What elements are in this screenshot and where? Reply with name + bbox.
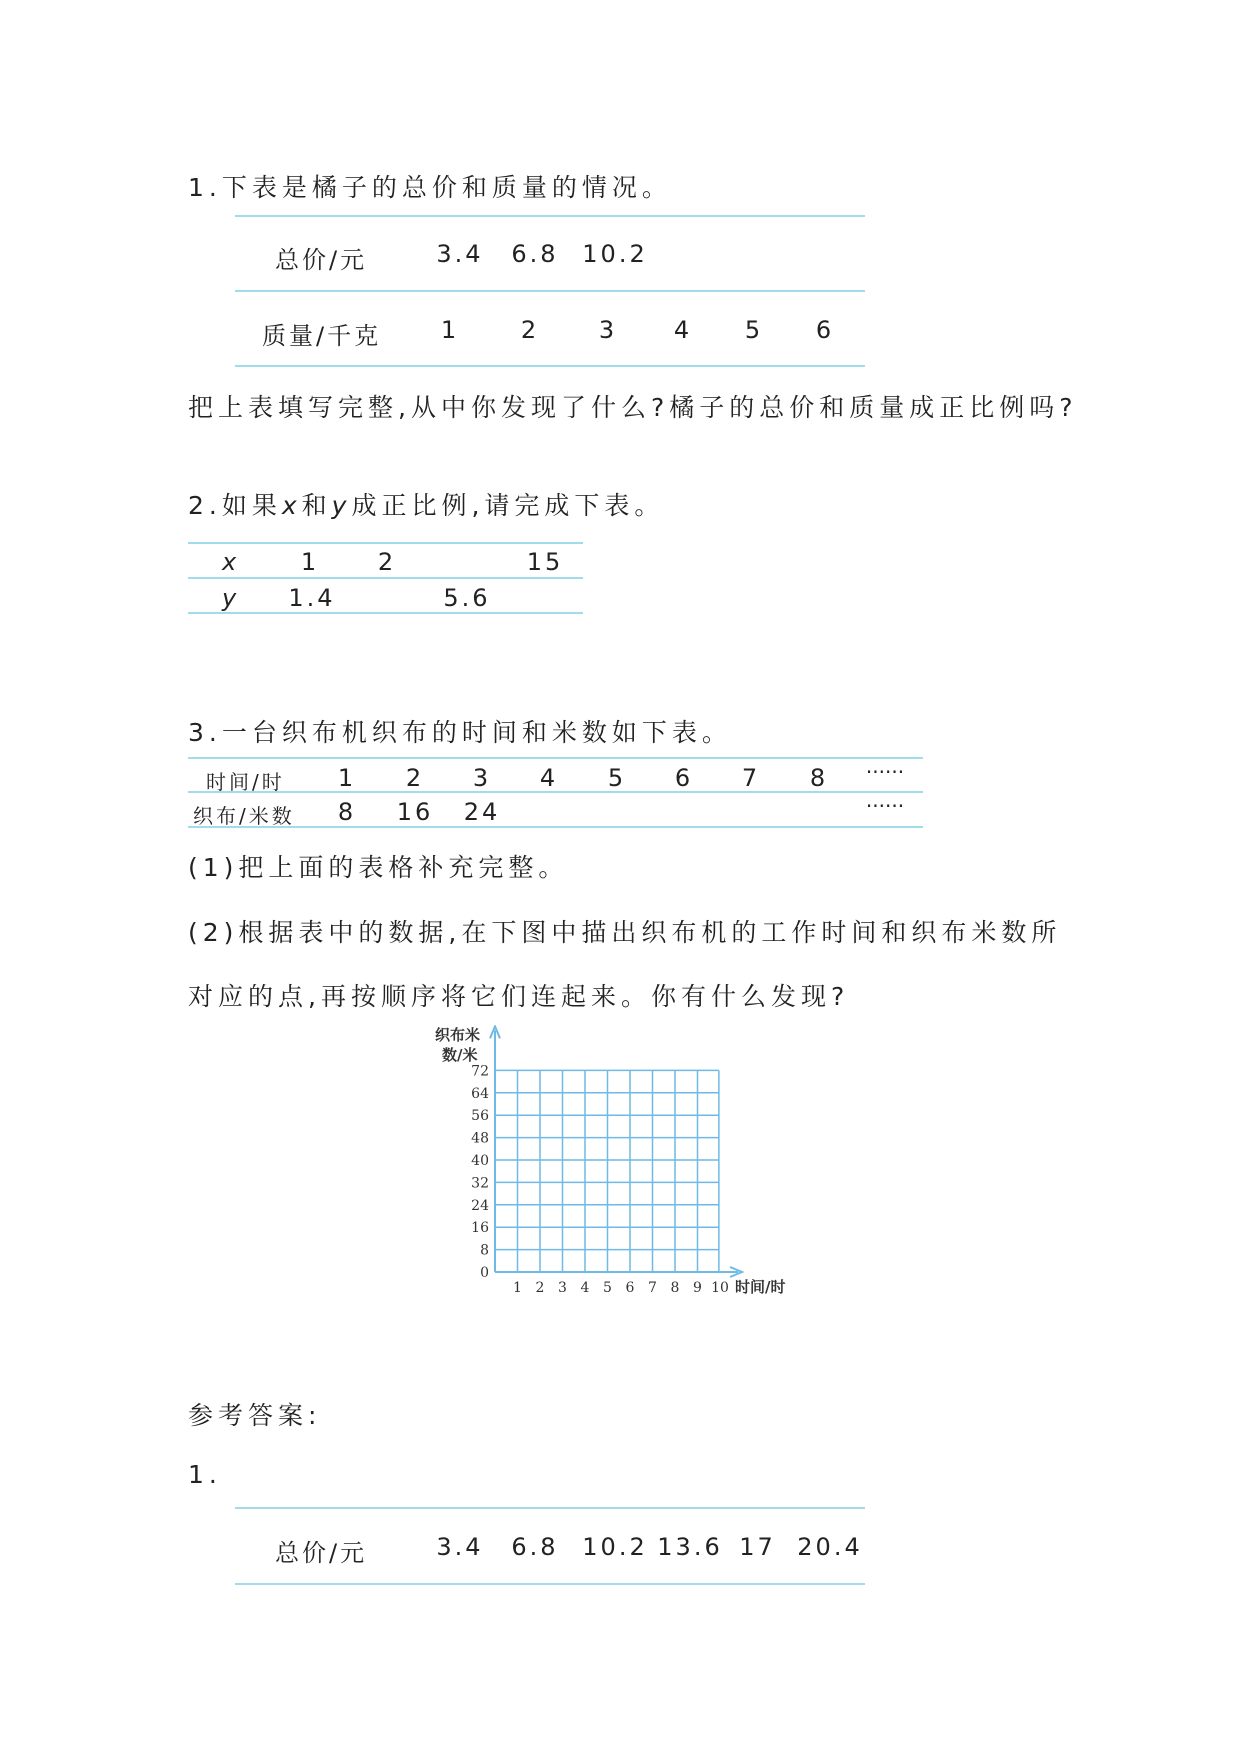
q3-row1-cell: 5 [607, 764, 627, 792]
q3-sub1: (1)把上面的表格补充完整。 [188, 853, 569, 882]
q3-row1-cell: 6 [674, 764, 694, 792]
q2-row2-cell: 1.4 [288, 584, 336, 612]
q1-row2-cell: 1 [440, 316, 460, 344]
q1-table-top-rule [235, 215, 865, 217]
q3-row1-cell: 2 [405, 764, 425, 792]
y-tick-label: 24 [471, 1197, 489, 1214]
x-tick-label: 3 [558, 1280, 567, 1296]
q3-row1-cell: 1 [337, 764, 357, 792]
q3-table-mid-rule [188, 791, 923, 793]
q3-title: 3.一台织布机织布的时间和米数如下表。 [188, 718, 732, 747]
q2-row1-cell: 1 [300, 548, 320, 576]
q3-row1-cell: ······ [865, 760, 905, 784]
q1-row2-cell: 3 [598, 316, 618, 344]
q1-title: 1.下表是橘子的总价和质量的情况。 [188, 173, 672, 202]
q3-row1-cell: 3 [472, 764, 492, 792]
q1-table-bottom-rule [235, 365, 865, 367]
q1-table-mid-rule [235, 290, 865, 292]
q1-row2-cell: 4 [673, 316, 693, 344]
y-tick-label: 32 [471, 1175, 489, 1192]
x-tick-label: 9 [693, 1280, 702, 1296]
y-axis-title-line1: 织布米 [435, 1026, 481, 1044]
q1-row2-cell: 6 [815, 316, 835, 344]
ans-row1-cell: 3.4 [436, 1533, 484, 1561]
x-tick-label: 1 [513, 1280, 522, 1296]
grid-chart [430, 1025, 800, 1315]
x-axis-title: 时间/时 [735, 1278, 786, 1296]
y-tick-label: 40 [471, 1153, 489, 1169]
y-axis-title-line2: 数/米 [442, 1046, 478, 1064]
ans-row1-cell: 17 [739, 1533, 776, 1561]
q3-row2-label: 织布/米数 [193, 804, 295, 828]
q3-row2-cell: 24 [463, 798, 501, 826]
q3-row1-cell: 8 [809, 764, 829, 792]
ans-row1-label: 总价/元 [275, 1539, 368, 1567]
x-tick-label: 5 [603, 1280, 612, 1296]
ans-table-top-rule [235, 1507, 865, 1509]
q3-row2-cell: ······ [865, 794, 905, 818]
q2-row1-cell: 2 [377, 548, 397, 576]
q1-row2-label: 质量/千克 [262, 322, 382, 350]
ans-row1-cell: 13.6 [657, 1533, 723, 1561]
q1-question: 把上表填写完整,从中你发现了什么?橘子的总价和质量成正比例吗? [188, 393, 1078, 422]
q3-sub2-line2: 对应的点,再按顺序将它们连起来。你有什么发现? [188, 982, 850, 1011]
q3-row2-cell: 16 [396, 798, 434, 826]
q3-sub2-line1: (2)根据表中的数据,在下图中描出织布机的工作时间和织布米数所 [188, 918, 1062, 947]
q3-table-top-rule [188, 757, 923, 759]
x-tick-label: 7 [648, 1280, 657, 1296]
q2-title-prefix: 2.如果 [188, 491, 282, 520]
y-tick-label: 56 [471, 1108, 489, 1125]
q3-row2-cell: 8 [337, 798, 357, 826]
q1-row2-cell: 2 [520, 316, 540, 344]
q2-title-mid: 和 [301, 491, 332, 520]
q3-row1-cell: 7 [741, 764, 761, 792]
q1-row1-cell: 6.8 [511, 240, 559, 268]
q2-row1-cell: 15 [526, 548, 564, 576]
q1-row1-label: 总价/元 [275, 246, 368, 274]
y-tick-label: 8 [480, 1242, 489, 1259]
q3-row1-cell: 4 [539, 764, 559, 792]
y-tick-label: 64 [471, 1085, 489, 1102]
q2-title [188, 486, 664, 522]
x-tick-label: 8 [670, 1280, 680, 1296]
q2-table-mid-rule [188, 577, 583, 579]
x-tick-label: 2 [535, 1280, 545, 1296]
q2-row2-cell: 5.6 [443, 584, 491, 612]
y-tick-label: 72 [471, 1063, 489, 1080]
q3-row1-label: 时间/时 [206, 770, 285, 794]
ans-row1-cell: 6.8 [511, 1533, 559, 1561]
q1-row2-cell: 5 [744, 316, 764, 344]
ans-table-bottom-rule [235, 1583, 865, 1585]
q2-row2-label: y [222, 584, 240, 612]
x-tick-label: 10 [711, 1280, 729, 1296]
ans-row1-cell: 20.4 [797, 1533, 863, 1561]
grid-chart-svg [430, 1025, 800, 1315]
q2-row1-label: x [222, 548, 240, 576]
q1-row1-cell: 10.2 [582, 240, 648, 268]
q2-table-bottom-rule [188, 612, 583, 614]
q2-title-suffix: 成正比例,请完成下表。 [351, 491, 665, 520]
answer-1-label: 1. [188, 1460, 222, 1489]
q3-table-bottom-rule [188, 826, 923, 828]
x-tick-label: 6 [625, 1280, 635, 1296]
answers-heading: 参考答案: [188, 1401, 322, 1430]
q1-row1-cell: 3.4 [436, 240, 484, 268]
ans-row1-cell: 10.2 [582, 1533, 648, 1561]
y-tick-label: 0 [480, 1265, 489, 1281]
x-tick-label: 4 [580, 1280, 590, 1296]
q2-title-x: x [281, 491, 302, 520]
y-tick-label: 16 [471, 1220, 489, 1237]
q2-title-y: y [331, 491, 352, 520]
y-tick-label: 48 [471, 1130, 489, 1147]
q2-table-top-rule [188, 542, 583, 544]
